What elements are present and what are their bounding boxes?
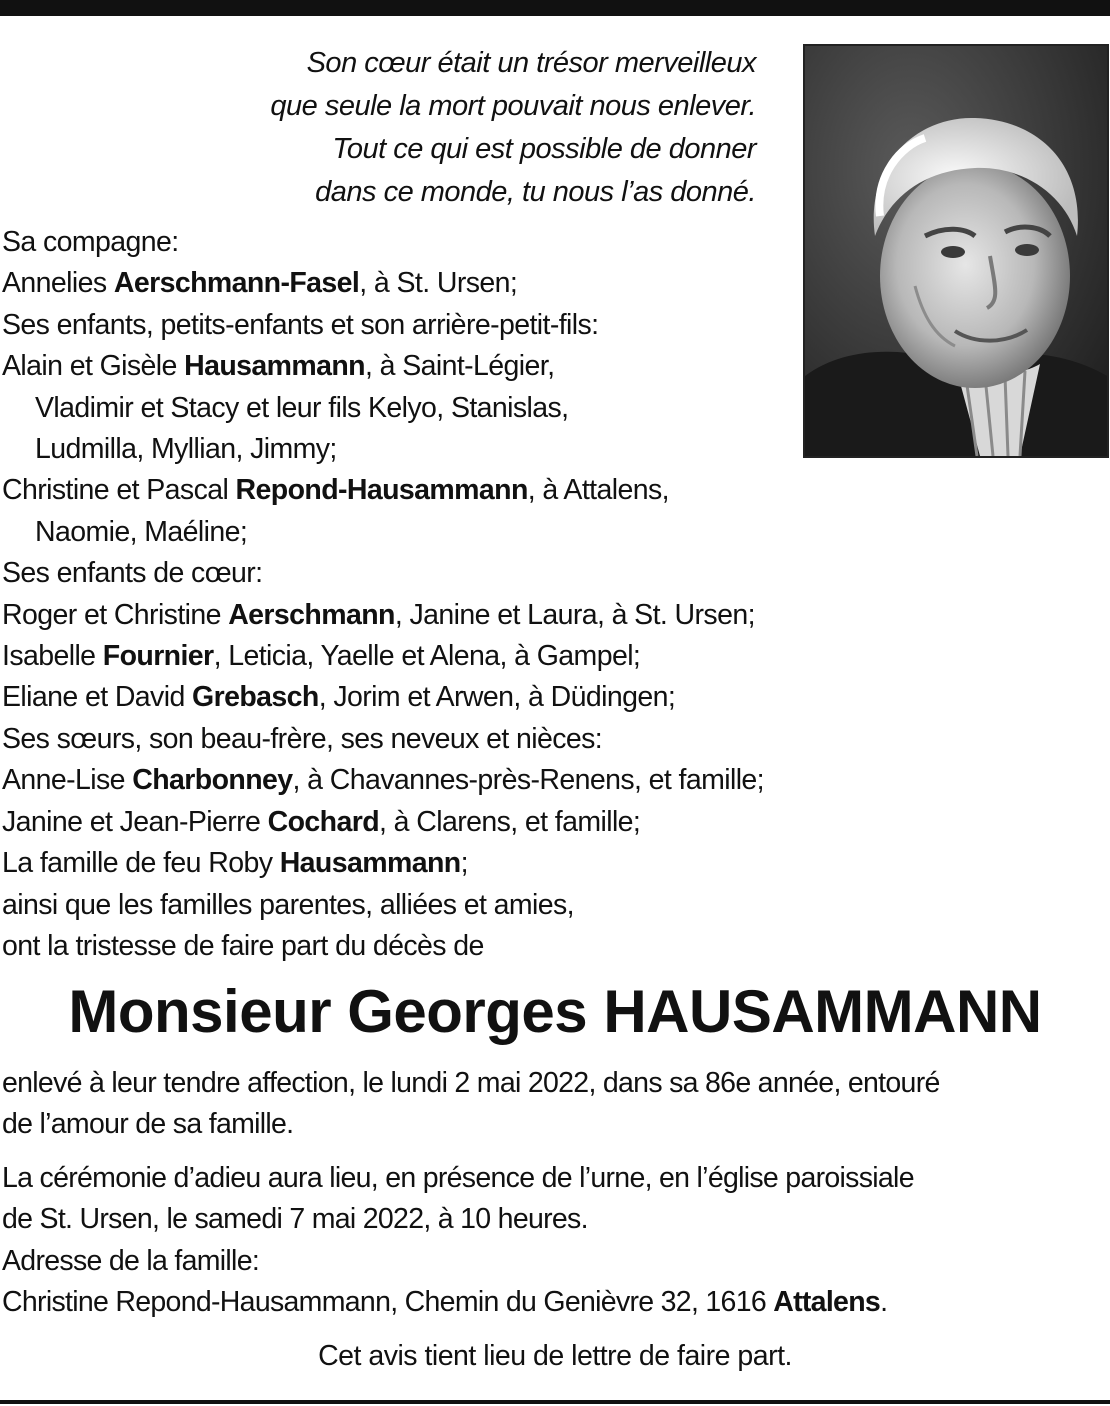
family-line: Ludmilla, Myllian, Jimmy; [35, 433, 337, 466]
deceased-name: Monsieur Georges HAUSAMMANN [68, 978, 1042, 1045]
family-list [2, 222, 1102, 967]
address-text: Christine Repond-Hausammann, Chemin du Genièvre 32, 1616 [2, 1286, 774, 1319]
family-line [2, 802, 1102, 843]
relative-name: Roger et Christine [2, 598, 229, 631]
family-line: Naomie, Maéline; [35, 515, 248, 548]
relative-place: , Janine et Laura, à St. Ursen; [394, 598, 755, 631]
relative-place: , Jorim et Arwen, à Düdingen; [318, 681, 676, 714]
relative-name: Isabelle [2, 640, 103, 673]
ceremony-line: de St. Ursen, le samedi 7 mai 2022, à 10 heures. [2, 1203, 588, 1236]
poem-line: Son cœur était un trésor merveilleux [306, 47, 756, 79]
bottom-rule [0, 1400, 1110, 1404]
relative-place: , à Saint-Légier, [365, 350, 555, 383]
family-line [2, 843, 1102, 884]
family-address-label: Adresse de la famille: [2, 1244, 260, 1277]
family-line [2, 263, 1102, 304]
address-town: Attalens [773, 1286, 881, 1319]
relative-name: La famille de feu Roby [2, 847, 280, 880]
relative-place: , à Clarens, et famille; [379, 805, 641, 838]
relative-surname: Charbonney [132, 764, 293, 797]
poem-line: Tout ce qui est possible de donner [332, 133, 756, 165]
relative-name: Annelies [2, 267, 114, 300]
family-line: Ses enfants, petits-enfants et son arrière-petit-fils: [2, 308, 599, 341]
family-line: Sa compagne: [2, 226, 179, 258]
family-line [2, 636, 1102, 677]
family-line [2, 346, 1102, 387]
relative-place: ; [460, 847, 468, 880]
relative-surname: Hausammann [279, 847, 461, 880]
family-line: Ses sœurs, son beau-frère, ses neveux et nièces: [2, 722, 603, 755]
family-address [2, 1282, 1108, 1323]
family-line [2, 760, 1102, 801]
relative-surname: Fournier [102, 640, 214, 673]
relative-name: Christine et Pascal [2, 474, 236, 507]
ceremony-line: La cérémonie d’adieu aura lieu, en présence de l’urne, en l’église paroissiale [2, 1162, 914, 1194]
family-line: Vladimir et Stacy et leur fils Kelyo, Stanislas, [35, 391, 569, 424]
family-line: ainsi que les familles parentes, alliées et amies, [2, 888, 574, 921]
passing-line: enlevé à leur tendre affection, le lundi 2 mai 2022, dans sa 86e année, entouré [2, 1067, 940, 1099]
relative-surname: Aerschmann-Fasel [113, 267, 360, 300]
family-line: Ses enfants de cœur: [2, 557, 263, 590]
relative-surname: Repond-Hausammann [235, 474, 528, 507]
relative-place: , Leticia, Yaelle et Alena, à Gampel; [213, 640, 641, 673]
memorial-poem [120, 42, 756, 214]
relative-name: Anne-Lise [2, 764, 133, 797]
family-line [2, 677, 1102, 718]
relative-surname: Hausammann [184, 350, 365, 383]
address-end: . [880, 1286, 888, 1319]
family-line: ont la tristesse de faire part du décès de [2, 929, 484, 962]
closing-note: Cet avis tient lieu de lettre de faire part. [318, 1340, 792, 1372]
relative-surname: Aerschmann [228, 598, 395, 631]
relative-surname: Cochard [267, 805, 380, 838]
relative-place: , à St. Ursen; [359, 267, 518, 300]
poem-line: dans ce monde, tu nous l’as donné. [315, 176, 756, 208]
ceremony-paragraph [2, 1158, 1108, 1324]
family-line [2, 470, 1102, 511]
relative-surname: Grebasch [192, 681, 319, 714]
relative-name: Eliane et David [2, 681, 193, 714]
passing-paragraph [2, 1063, 1108, 1146]
passing-line: de l’amour de sa famille. [2, 1108, 294, 1141]
relative-name: Alain et Gisèle [2, 350, 185, 383]
relative-place: , à Attalens, [527, 474, 669, 507]
poem-line: que seule la mort pouvait nous enlever. [270, 90, 756, 122]
family-line [2, 595, 1102, 636]
top-rule [0, 0, 1110, 16]
relative-place: , à Chavannes-près-Renens, et famille; [292, 764, 764, 797]
relative-name: Janine et Jean-Pierre [2, 805, 268, 838]
